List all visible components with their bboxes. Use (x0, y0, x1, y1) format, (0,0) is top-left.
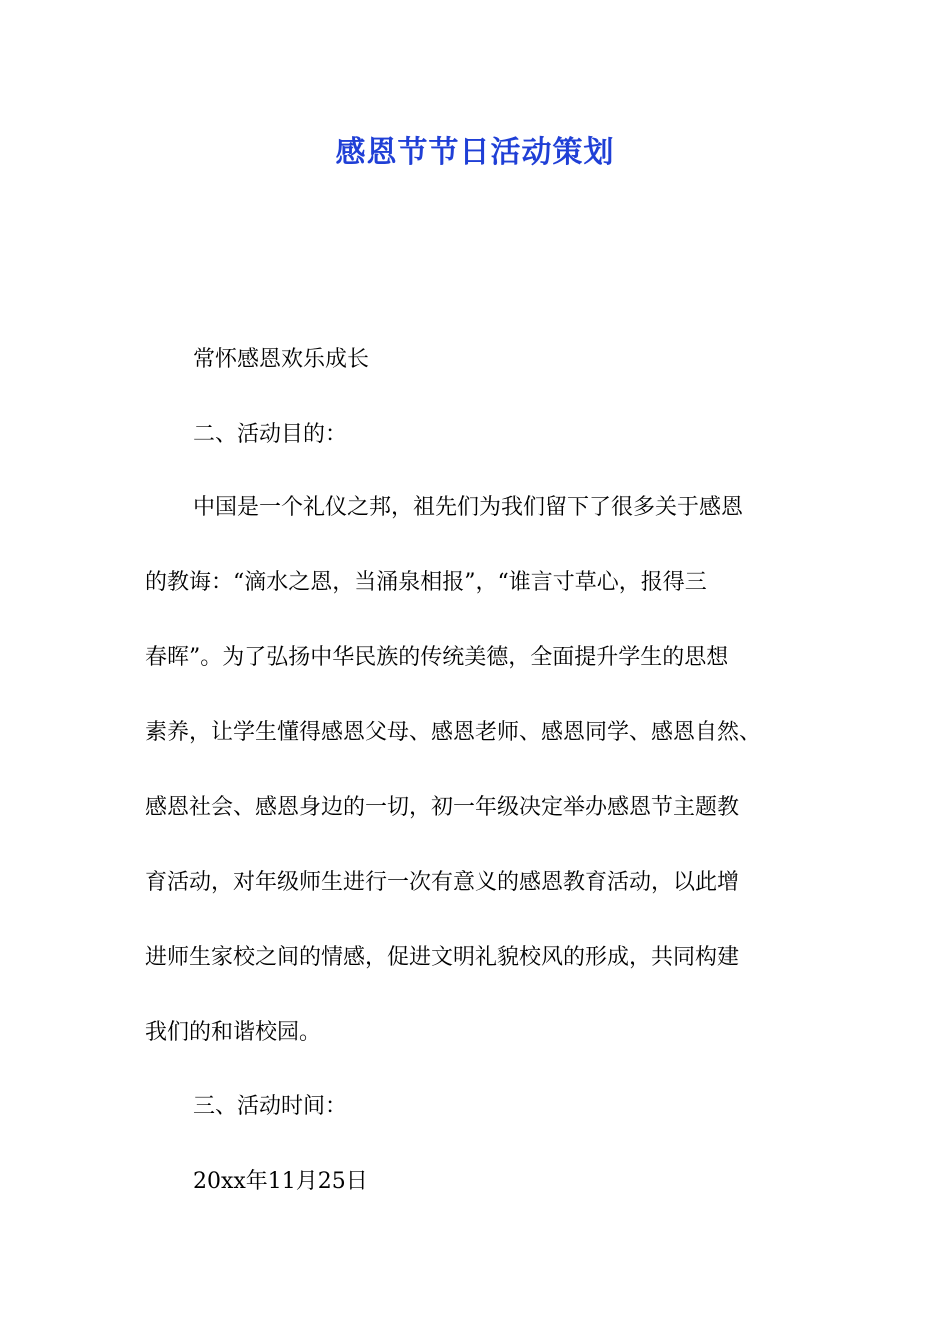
document-title: 感恩节节日活动策划 (335, 135, 615, 170)
paragraph-line: 感恩社会、感恩身边的一切，初一年级决定举办感恩节主题教 (145, 795, 740, 820)
paragraph-line: 的教诲：“滴水之恩，当涌泉相报”，“谁言寸草心，报得三 (145, 570, 707, 595)
purpose-paragraph (145, 470, 805, 1070)
paragraph-line: 进师生家校之间的情感，促进文明礼貌校风的形成，共同构建 (145, 945, 740, 970)
event-date: 20xx年11月25日 (193, 1169, 368, 1194)
paragraph-line: 育活动，对年级师生进行一次有意义的感恩教育活动，以此增 (145, 870, 740, 895)
paragraph-line: 中国是一个礼仪之邦，祖先们为我们留下了很多关于感恩 (193, 495, 744, 520)
paragraph-line: 我们的和谐校园。 (145, 1020, 322, 1045)
section-heading-time: 三、活动时间： (193, 1094, 348, 1119)
paragraph-line: 素养，让学生懂得感恩父母、感恩老师、感恩同学、感恩自然、 (145, 720, 762, 745)
section-heading-purpose: 二、活动目的： (193, 422, 348, 447)
paragraph-line: 春晖”。为了弘扬中华民族的传统美德，全面提升学生的思想 (145, 645, 729, 670)
theme-line: 常怀感恩欢乐成长 (193, 347, 370, 372)
